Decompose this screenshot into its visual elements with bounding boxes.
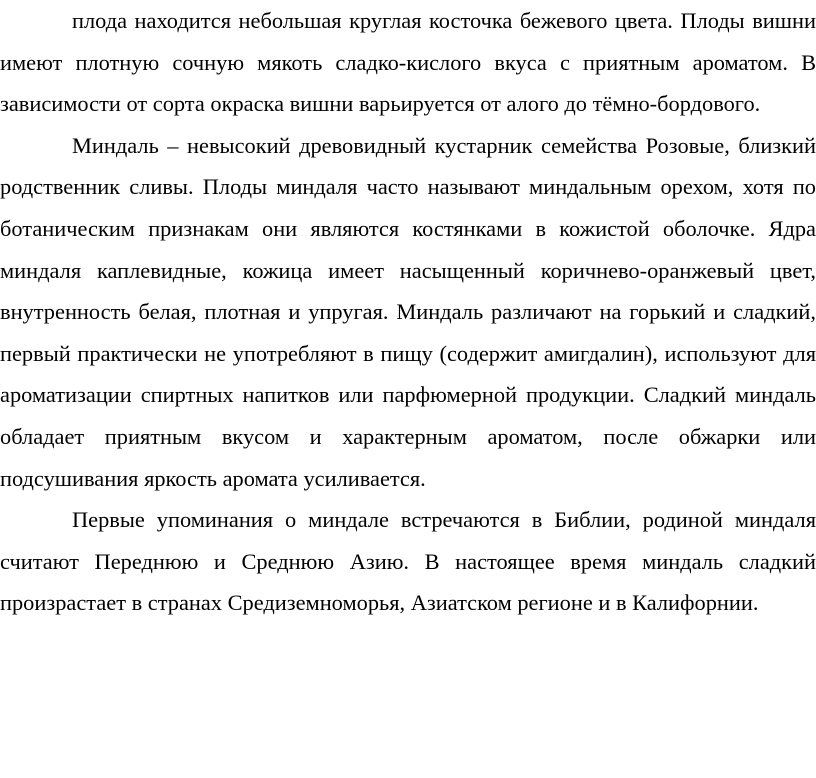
paragraph-almond-history: Первые упоминания о миндале встречаются в Библии, родиной миндаля считают Переднюю и Среднюю Азию. В настоящее время миндаль сладкий произрастает в странах Средиземноморья, Азиатском регионе и в Калифорнии. [0,507,816,616]
paragraph-almond-description: Миндаль – невысокий древовидный кустарник семейства Розовые, близкий родственник сливы. Плоды миндаля часто называют миндальным орехом, хотя по ботаническим признакам они являются костянками в кожистой оболочке. Ядра миндаля каплевидные, кожица имеет насыщенный коричнево-оранжевый цвет, внутренность белая, плотная и упругая. Миндаль различают на горький и сладкий, первый практически не употребляют в пищу (содержит амигдалин), используют для ароматизации спиртных напитков или парфюмерной продукции. Сладкий миндаль обладает приятным вкусом и характерным ароматом, после обжарки или подсушивания яркость аромата усиливается. [0,132,816,491]
paragraph-cherry: плода находится небольшая круглая косточка бежевого цвета. Плоды вишни имеют плотную сочную мякоть сладко-кислого вкуса с приятным ароматом. В зависимости от сорта окраска вишни варьируется от алого до тёмно-бордового. [0,8,816,117]
